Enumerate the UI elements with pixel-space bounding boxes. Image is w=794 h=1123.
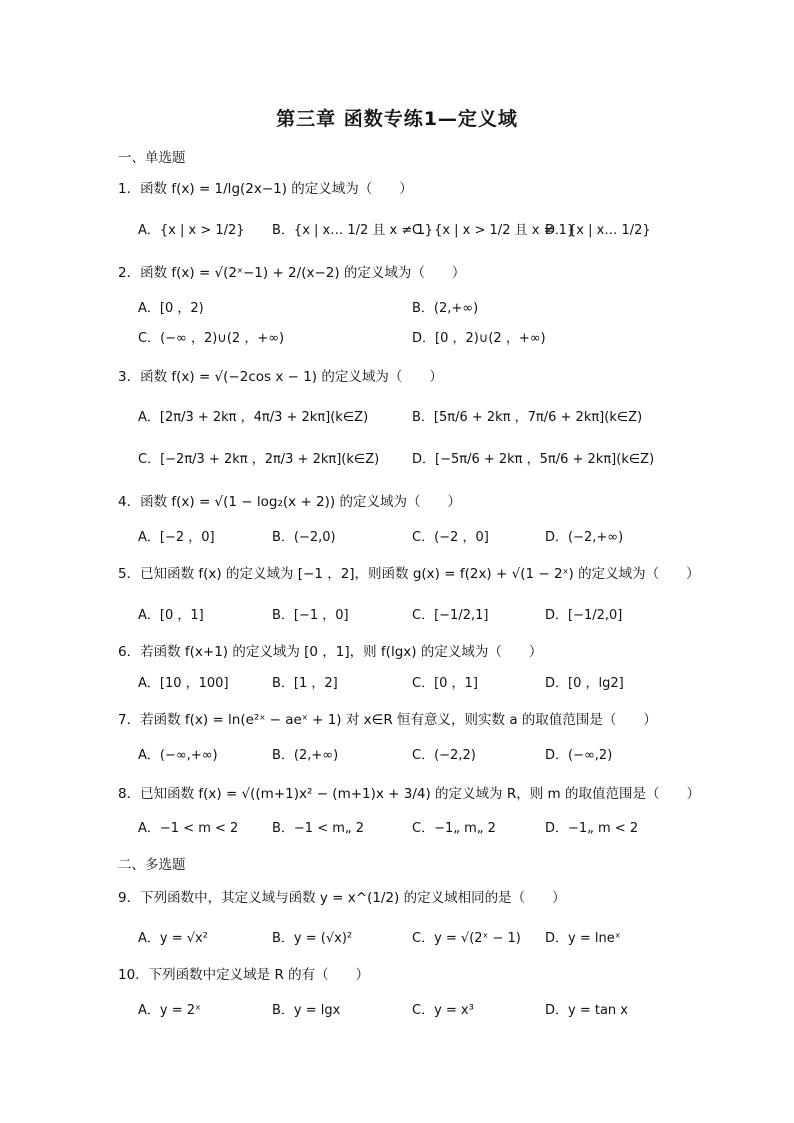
q3-option-a: A．[2π/3 + 2kπ ，4π/3 + 2kπ](k∈Z)	[138, 410, 369, 425]
q3-option-d: D．[−5π/6 + 2kπ ，5π/6 + 2kπ](k∈Z)	[412, 452, 655, 467]
q7-option-d: D．(−∞,2)	[545, 748, 613, 763]
section-heading-multi: 二、多选题	[118, 857, 186, 873]
q9-option-c: C．y = √(2ˣ − 1)	[412, 931, 521, 946]
q10-option-c: C．y = x³	[412, 1003, 474, 1018]
question-9: 9．下列函数中，其定义域与函数 y = x^(1/2) 的定义域相同的是（ ）	[118, 890, 566, 906]
q6-option-c: C．[0 ，1]	[412, 676, 478, 691]
question-10: 10．下列函数中定义域是 R 的有（ ）	[118, 967, 370, 983]
q8-option-d: D．−1„ m < 2	[545, 821, 639, 836]
q5-option-d: D．[−1/2,0]	[545, 608, 623, 623]
question-3: 3．函数 f(x) = √(−2cos x − 1) 的定义域为（ ）	[118, 369, 443, 385]
q5-option-c: C．[−1/2,1]	[412, 608, 489, 623]
q2-option-c: C．(−∞ ，2)∪(2 ，+∞)	[138, 331, 285, 346]
q5-option-b: B．[−1 ，0]	[272, 608, 349, 623]
question-6: 6．若函数 f(x+1) 的定义域为 [0 ，1]，则 f(lgx) 的定义域为（ ）	[118, 644, 543, 660]
q6-option-a: A．[10 ，100]	[138, 676, 229, 691]
question-5: 5．已知函数 f(x) 的定义域为 [−1 ，2]，则函数 g(x) = f(2x) + √(1 − 2ˣ) 的定义域为（ ）	[118, 566, 700, 582]
q9-option-d: D．y = lneˣ	[545, 931, 621, 946]
q1-option-d: D．{x | x… 1/2}	[545, 223, 651, 238]
q7-option-a: A．(−∞,+∞)	[138, 748, 218, 763]
q4-option-a: A．[−2 ，0]	[138, 530, 215, 545]
question-7: 7．若函数 f(x) = ln(e²ˣ − aeˣ + 1) 对 x∈R 恒有意义，则实数 a 的取值范围是（ ）	[118, 712, 657, 728]
question-4: 4．函数 f(x) = √(1 − log₂(x + 2)) 的定义域为（ ）	[118, 494, 461, 510]
q8-option-a: A．−1 < m < 2	[138, 821, 239, 836]
question-1: 1．函数 f(x) = 1/lg(2x−1) 的定义域为（ ）	[118, 181, 413, 197]
q10-option-a: A．y = 2ˣ	[138, 1003, 201, 1018]
q6-option-d: D．[0 ，lg2]	[545, 676, 624, 691]
question-2: 2．函数 f(x) = √(2ˣ−1) + 2/(x−2) 的定义域为（ ）	[118, 265, 466, 281]
q4-option-d: D．(−2,+∞)	[545, 530, 624, 545]
q5-option-a: A．[0 ，1]	[138, 608, 204, 623]
q9-option-a: A．y = √x²	[138, 931, 208, 946]
q8-option-b: B．−1 < m„ 2	[272, 821, 365, 836]
q2-option-a: A．[0 ，2)	[138, 301, 204, 316]
q1-option-a: A．{x | x > 1/2}	[138, 223, 245, 238]
q2-option-b: B．(2,+∞)	[412, 301, 479, 316]
q8-option-c: C．−1„ m„ 2	[412, 821, 496, 836]
q3-option-c: C．[−2π/3 + 2kπ ，2π/3 + 2kπ](k∈Z)	[138, 452, 380, 467]
q4-option-b: B．(−2,0)	[272, 530, 336, 545]
q2-option-d: D．[0 ，2)∪(2 ，+∞)	[412, 331, 546, 346]
q7-option-c: C．(−2,2)	[412, 748, 476, 763]
q9-option-b: B．y = (√x)²	[272, 931, 353, 946]
page-title: 第三章 函数专练1—定义域	[276, 108, 518, 130]
q10-option-b: B．y = lgx	[272, 1003, 341, 1018]
q4-option-c: C．(−2 ，0]	[412, 530, 489, 545]
q7-option-b: B．(2,+∞)	[272, 748, 339, 763]
q6-option-b: B．[1 ，2]	[272, 676, 338, 691]
q1-option-b: B．{x | x… 1/2 且 x ≠ 1}	[272, 223, 433, 238]
q10-option-d: D．y = tan x	[545, 1003, 628, 1018]
section-heading-single: 一、单选题	[118, 150, 186, 166]
question-8: 8．已知函数 f(x) = √((m+1)x² − (m+1)x + 3/4) 的定义域为 R，则 m 的取值范围是（ ）	[118, 786, 700, 802]
q1-option-c: C．{x | x > 1/2 且 x ≠ 1}	[412, 223, 576, 238]
q3-option-b: B．[5π/6 + 2kπ ，7π/6 + 2kπ](k∈Z)	[412, 410, 643, 425]
